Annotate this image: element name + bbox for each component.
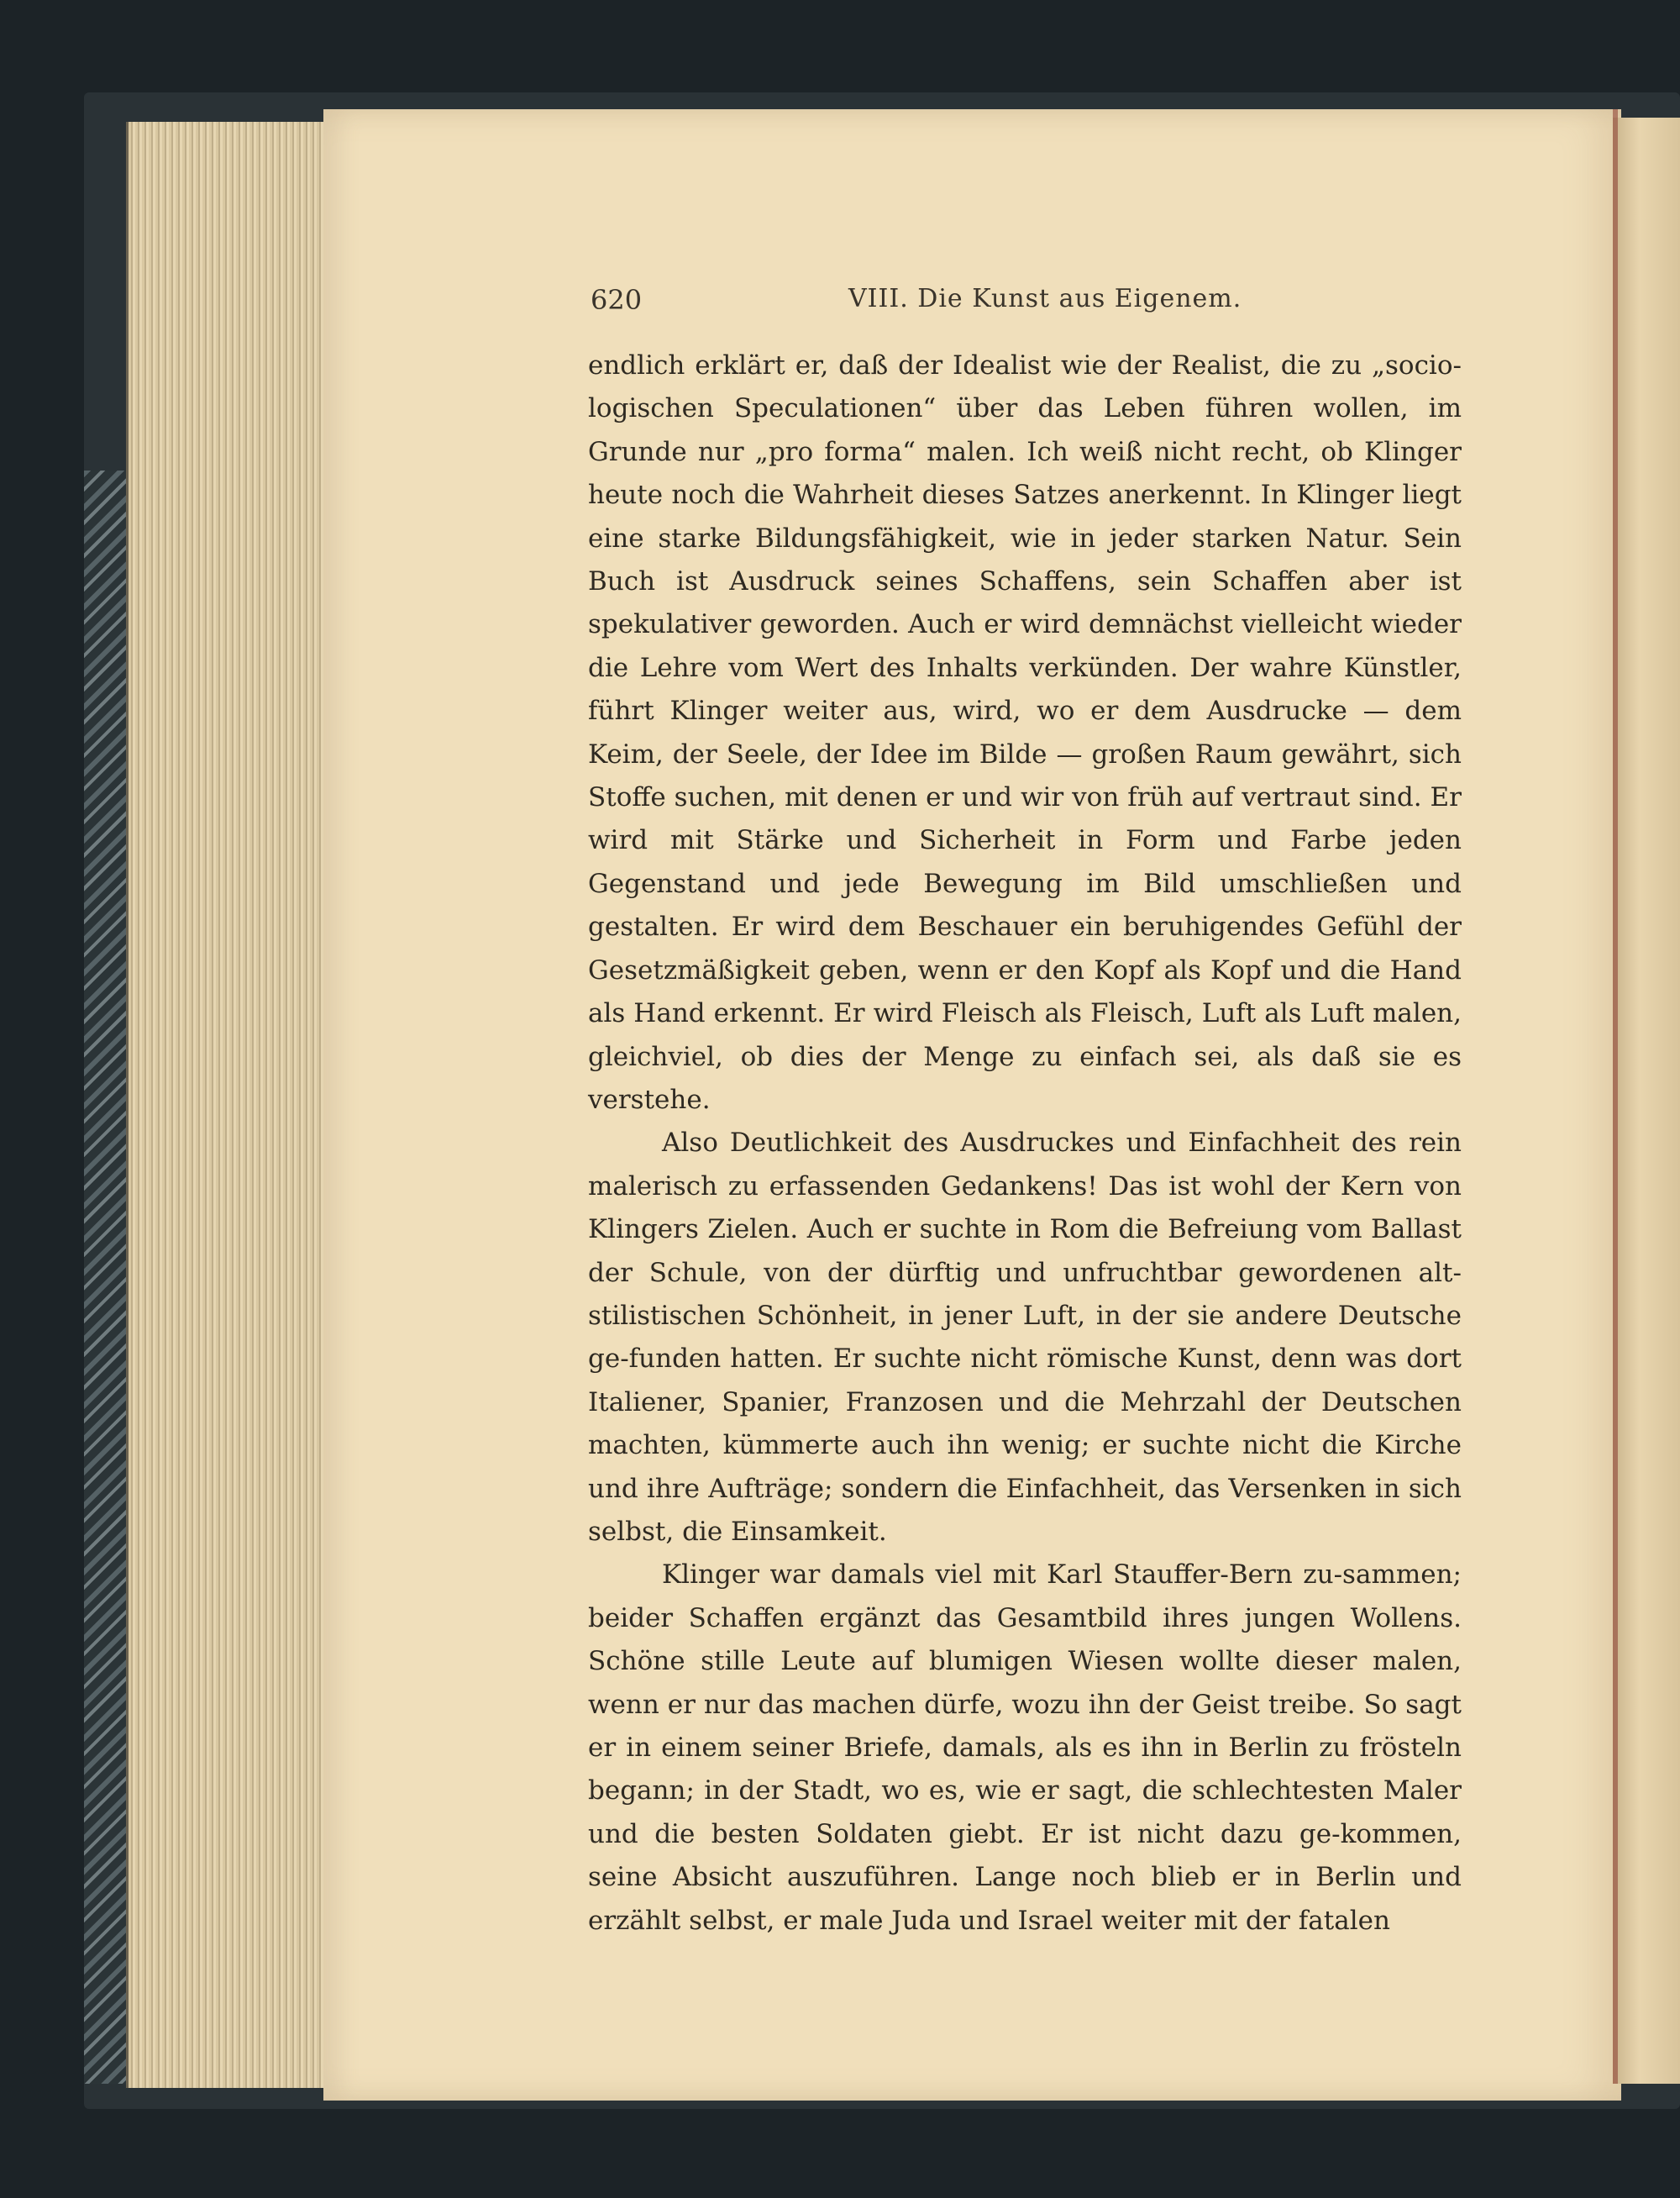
paragraph: Klinger war damals viel mit Karl Stauffer-Bern zu-sammen; beider Schaffen ergänzt das Gesamtbild ihres jungen Wollens. Schöne stille Leute auf blumigen Wiesen wollte dieser malen, wenn er nur das machen dürfe, wozu ihn der Geist treibe. So sagt er in einem seiner Briefe, damals, als es ihn in Berlin zu frösteln begann; in der Stadt, wo es, wie er sagt, die schlechtesten Maler und die besten Soldaten giebt. Er ist nicht dazu ge-kommen, seine Absicht auszuführen. Lange noch blieb er in Berlin und erzählt selbst, er male Juda und Israel weiter mit der fatalen: [588, 1559, 1462, 1936]
paragraph: Also Deutlichkeit des Ausdruckes und Einfachheit des rein malerisch zu erfassenden Gedankens! Das ist wohl der Kern von Klingers Zielen. Auch er suchte in Rom die Befreiung vom Ballast der Schule, von der dürftig und unfruchtbar gewordenen alt-stilistischen Schönheit, in jener Luft, in der sie andere Deutsche ge-funden hatten. Er suchte nicht römische Kunst, denn was dort Italiener, Spanier, Franzosen und die Mehrzahl der Deutschen machten, kümmerte auch ihn wenig; er suchte nicht die Kirche und ihre Aufträge; sondern die Einfachheit, das Versenken in sich selbst, die Einsamkeit.: [588, 1128, 1462, 1547]
body-text: [588, 344, 1462, 1943]
running-head: VIII. Die Kunst aus Eigenem.: [848, 284, 1242, 313]
page-edges: [126, 122, 330, 2088]
facing-page-edge: [1613, 118, 1680, 2084]
gutter-shadow: [1613, 109, 1618, 2084]
paragraph: endlich erklärt er, daß der Idealist wie der Realist, die zu „socio-logischen Speculationen“ über das Leben führen wollen, im Grunde nur „pro forma“ malen. Ich weiß nicht recht, ob Klinger heute noch die Wahrheit dieses Satzes anerkennt. In Klinger liegt eine starke Bildungsfähigkeit, wie in jeder starken Natur. Sein Buch ist Ausdruck seines Schaffens, sein Schaffen aber ist spekulativer geworden. Auch er wird demnächst vielleicht wieder die Lehre vom Wert des Inhalts verkünden. Der wahre Künstler, führt Klinger weiter aus, wird, wo er dem Ausdrucke — dem Keim, der Seele, der Idee im Bilde — großen Raum gewährt, sich Stoffe suchen, mit denen er und wir von früh auf vertraut sind. Er wird mit Stärke und Sicherheit in Form und Farbe jeden Gegenstand und jede Bewegung im Bild umschließen und gestalten. Er wird dem Beschauer ein beruhigendes Gefühl der Gesetzmäßigkeit geben, wenn er den Kopf als Kopf und die Hand als Hand erkennt. Er wird Fleisch als Fleisch, Luft als Luft malen, gleichviel, ob dies der Menge zu einfach sei, als daß sie es verstehe.: [588, 350, 1462, 1115]
page-number: 620: [591, 284, 643, 316]
